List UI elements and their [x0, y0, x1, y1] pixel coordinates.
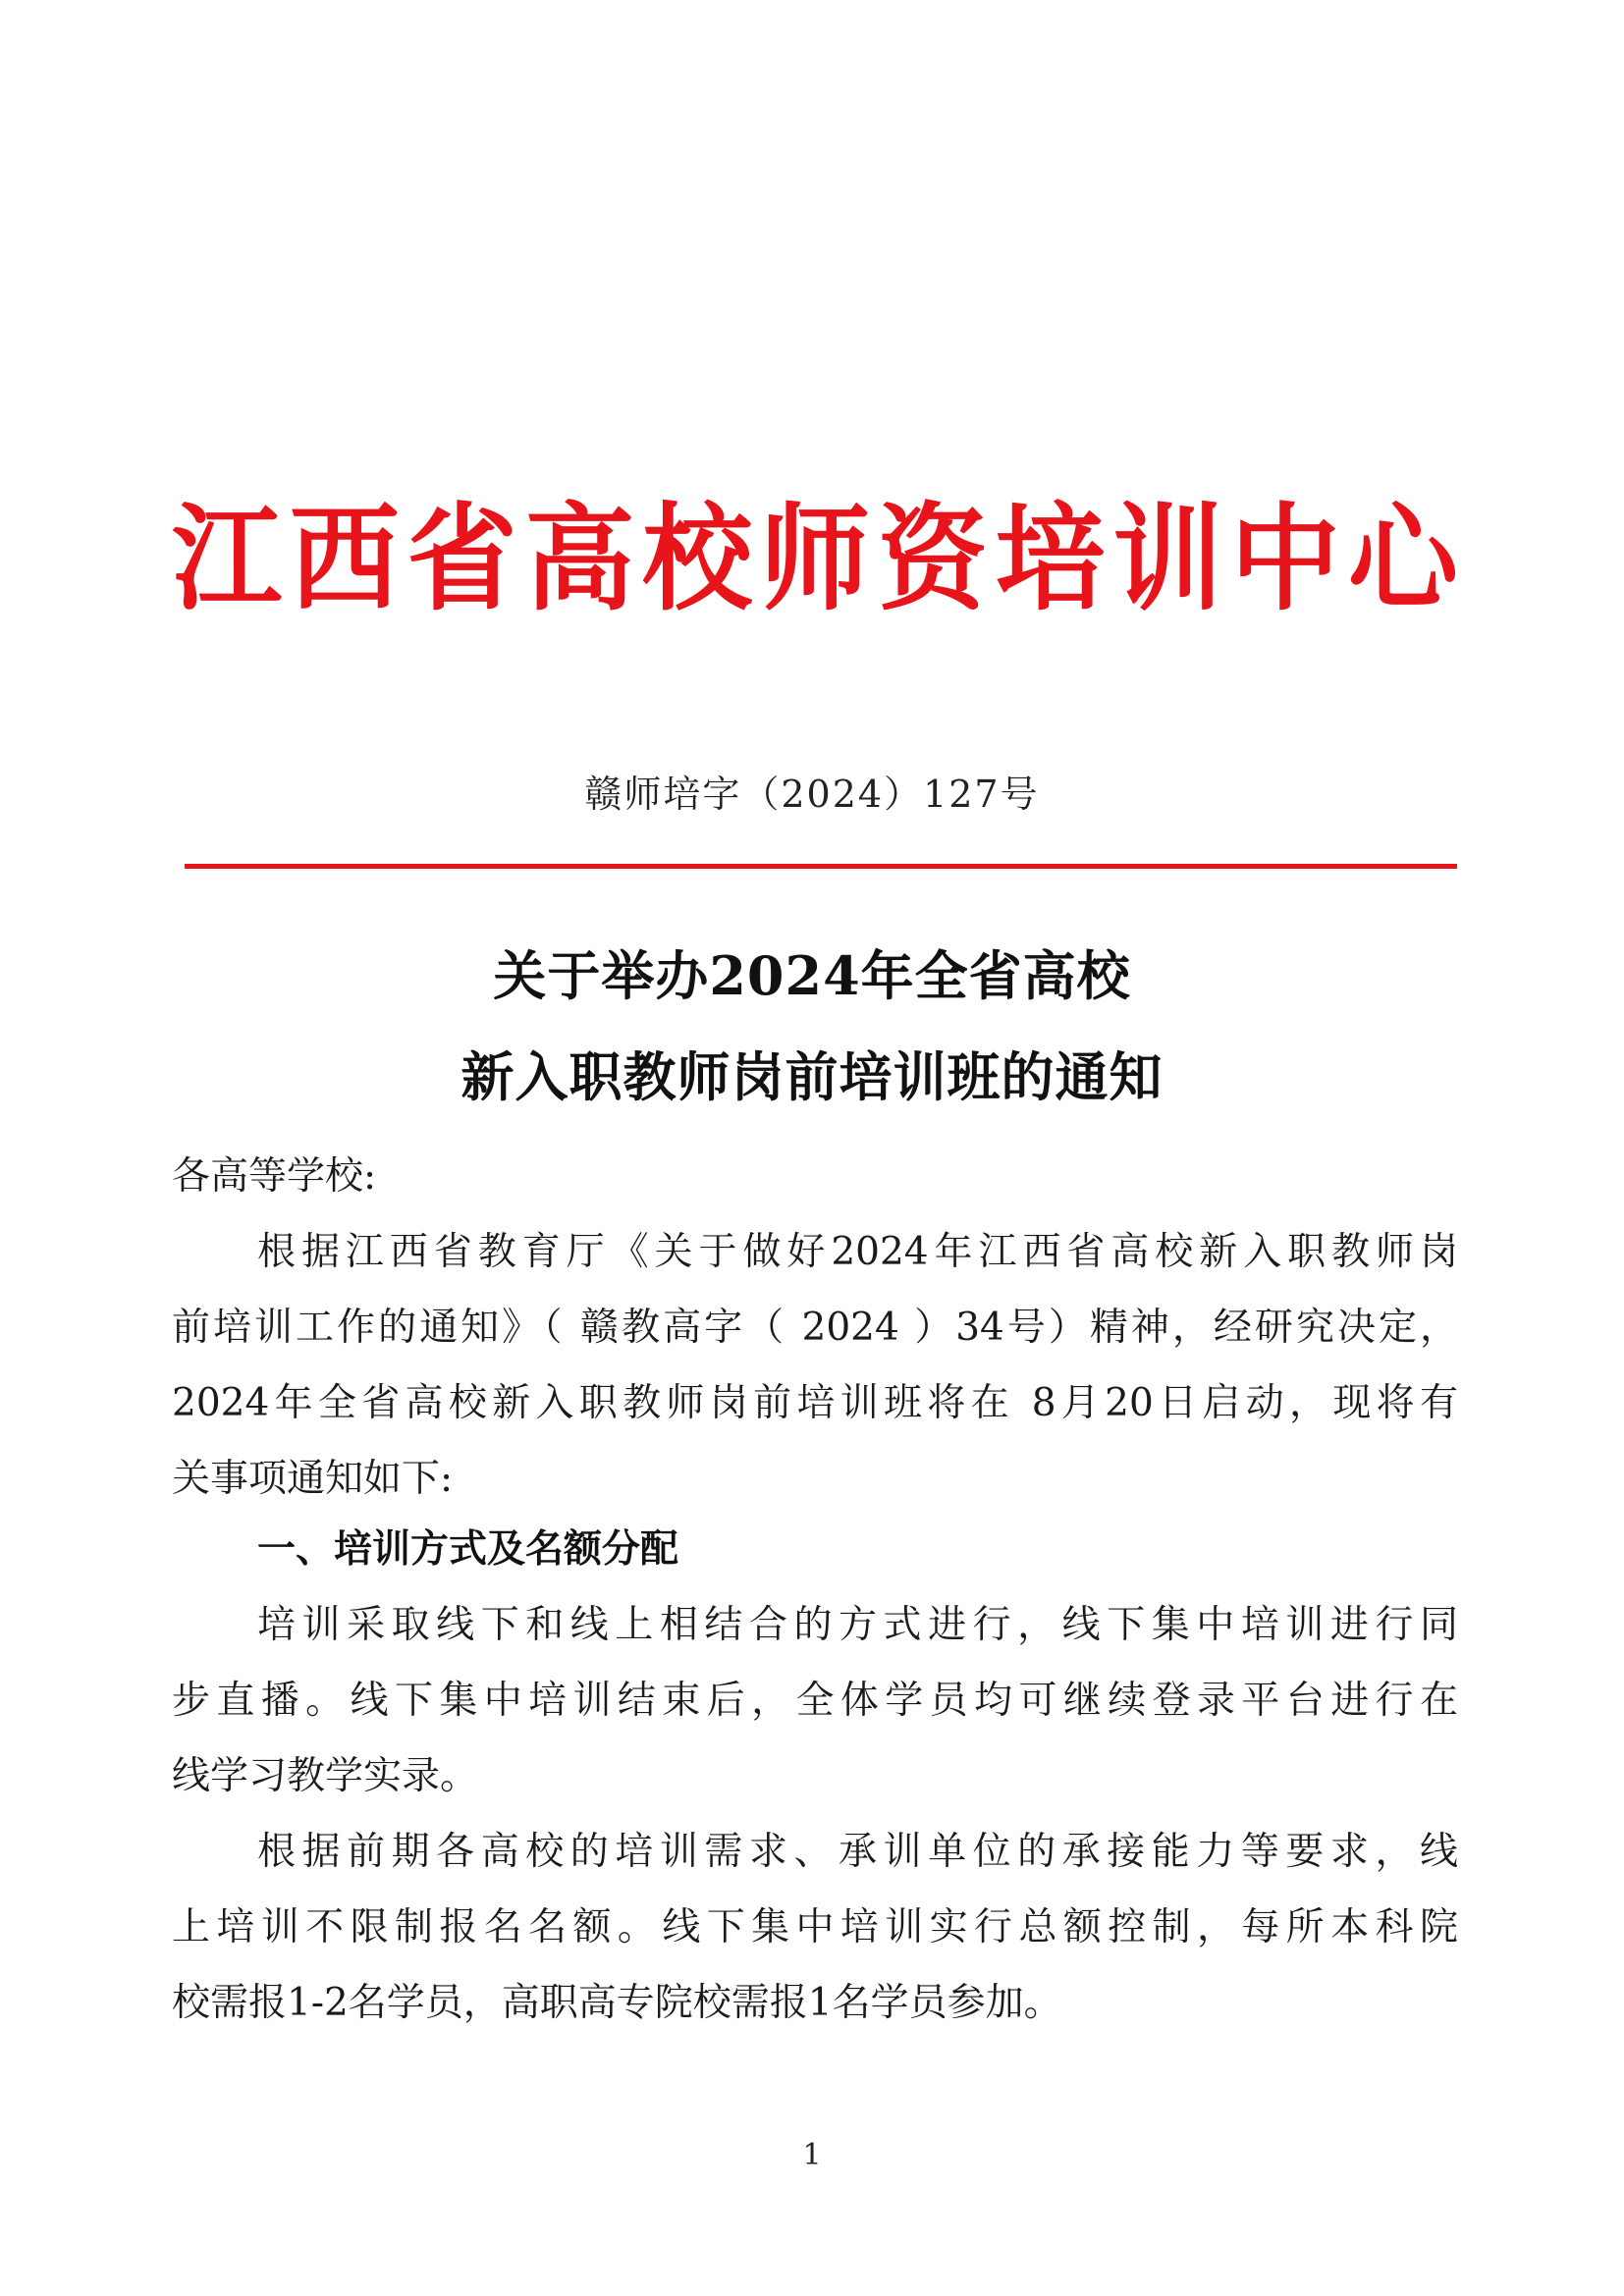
org-header-char: 师	[759, 492, 870, 627]
document-number: 赣师培字（2024）127号	[584, 773, 1040, 816]
paragraph-line: 上培训不限制报名名额。线下集中培训实行总额控制，每所本科院	[172, 1905, 1458, 1949]
org-header-char: 中	[1230, 492, 1341, 627]
paragraph-line: 根据前期各高校的培训需求、承训单位的承接能力等要求，线	[257, 1830, 1458, 1874]
paragraph-line: 培训采取线下和线上相结合的方式进行，线下集中培训进行同	[257, 1603, 1458, 1647]
paragraph-line: 线学习教学实录。	[172, 1754, 479, 1798]
salutation-text: 各高等学校:	[172, 1154, 377, 1199]
header-divider	[185, 864, 1457, 869]
page-number: 1	[802, 2138, 822, 2172]
org-header-char: 西	[289, 492, 400, 627]
paragraph-training-method	[172, 1587, 1458, 1814]
org-header-char: 江	[172, 492, 282, 627]
section-heading-1: 一、培训方式及名额分配	[257, 1527, 679, 1572]
paragraph-line: 前培训工作的通知》（ 赣教高字（ 2024 ）34号）精神，经研究决定，	[172, 1306, 1458, 1350]
org-header-char: 省	[406, 492, 517, 627]
org-header-char: 训	[1112, 492, 1223, 627]
paragraph-intro	[172, 1214, 1458, 1517]
document-title-line-1: 关于举办2024年全省高校	[493, 944, 1131, 1007]
org-header	[172, 481, 1458, 638]
paragraph-line: 根据江西省教育厅《关于做好2024年江西省高校新入职教师岗	[257, 1230, 1458, 1274]
org-header-char: 资	[877, 492, 988, 627]
salutation	[172, 1139, 1458, 1214]
paragraph-line: 关事项通知如下:	[172, 1457, 454, 1501]
paragraph-quota	[172, 1814, 1458, 2041]
org-header-char: 心	[1347, 492, 1458, 627]
org-header-char: 高	[524, 492, 635, 627]
org-header-char: 校	[642, 492, 753, 627]
org-header-char: 培	[995, 492, 1106, 627]
document-title-line-2: 新入职教师岗前培训班的通知	[460, 1045, 1164, 1108]
paragraph-line: 步直播。线下集中培训结束后，全体学员均可继续登录平台进行在	[172, 1679, 1458, 1723]
paragraph-line: 校需报1-2名学员，高职高专院校需报1名学员参加。	[172, 1981, 1062, 2025]
paragraph-line: 2024年全省高校新入职教师岗前培训班将在 8月20日启动，现将有	[172, 1381, 1458, 1425]
